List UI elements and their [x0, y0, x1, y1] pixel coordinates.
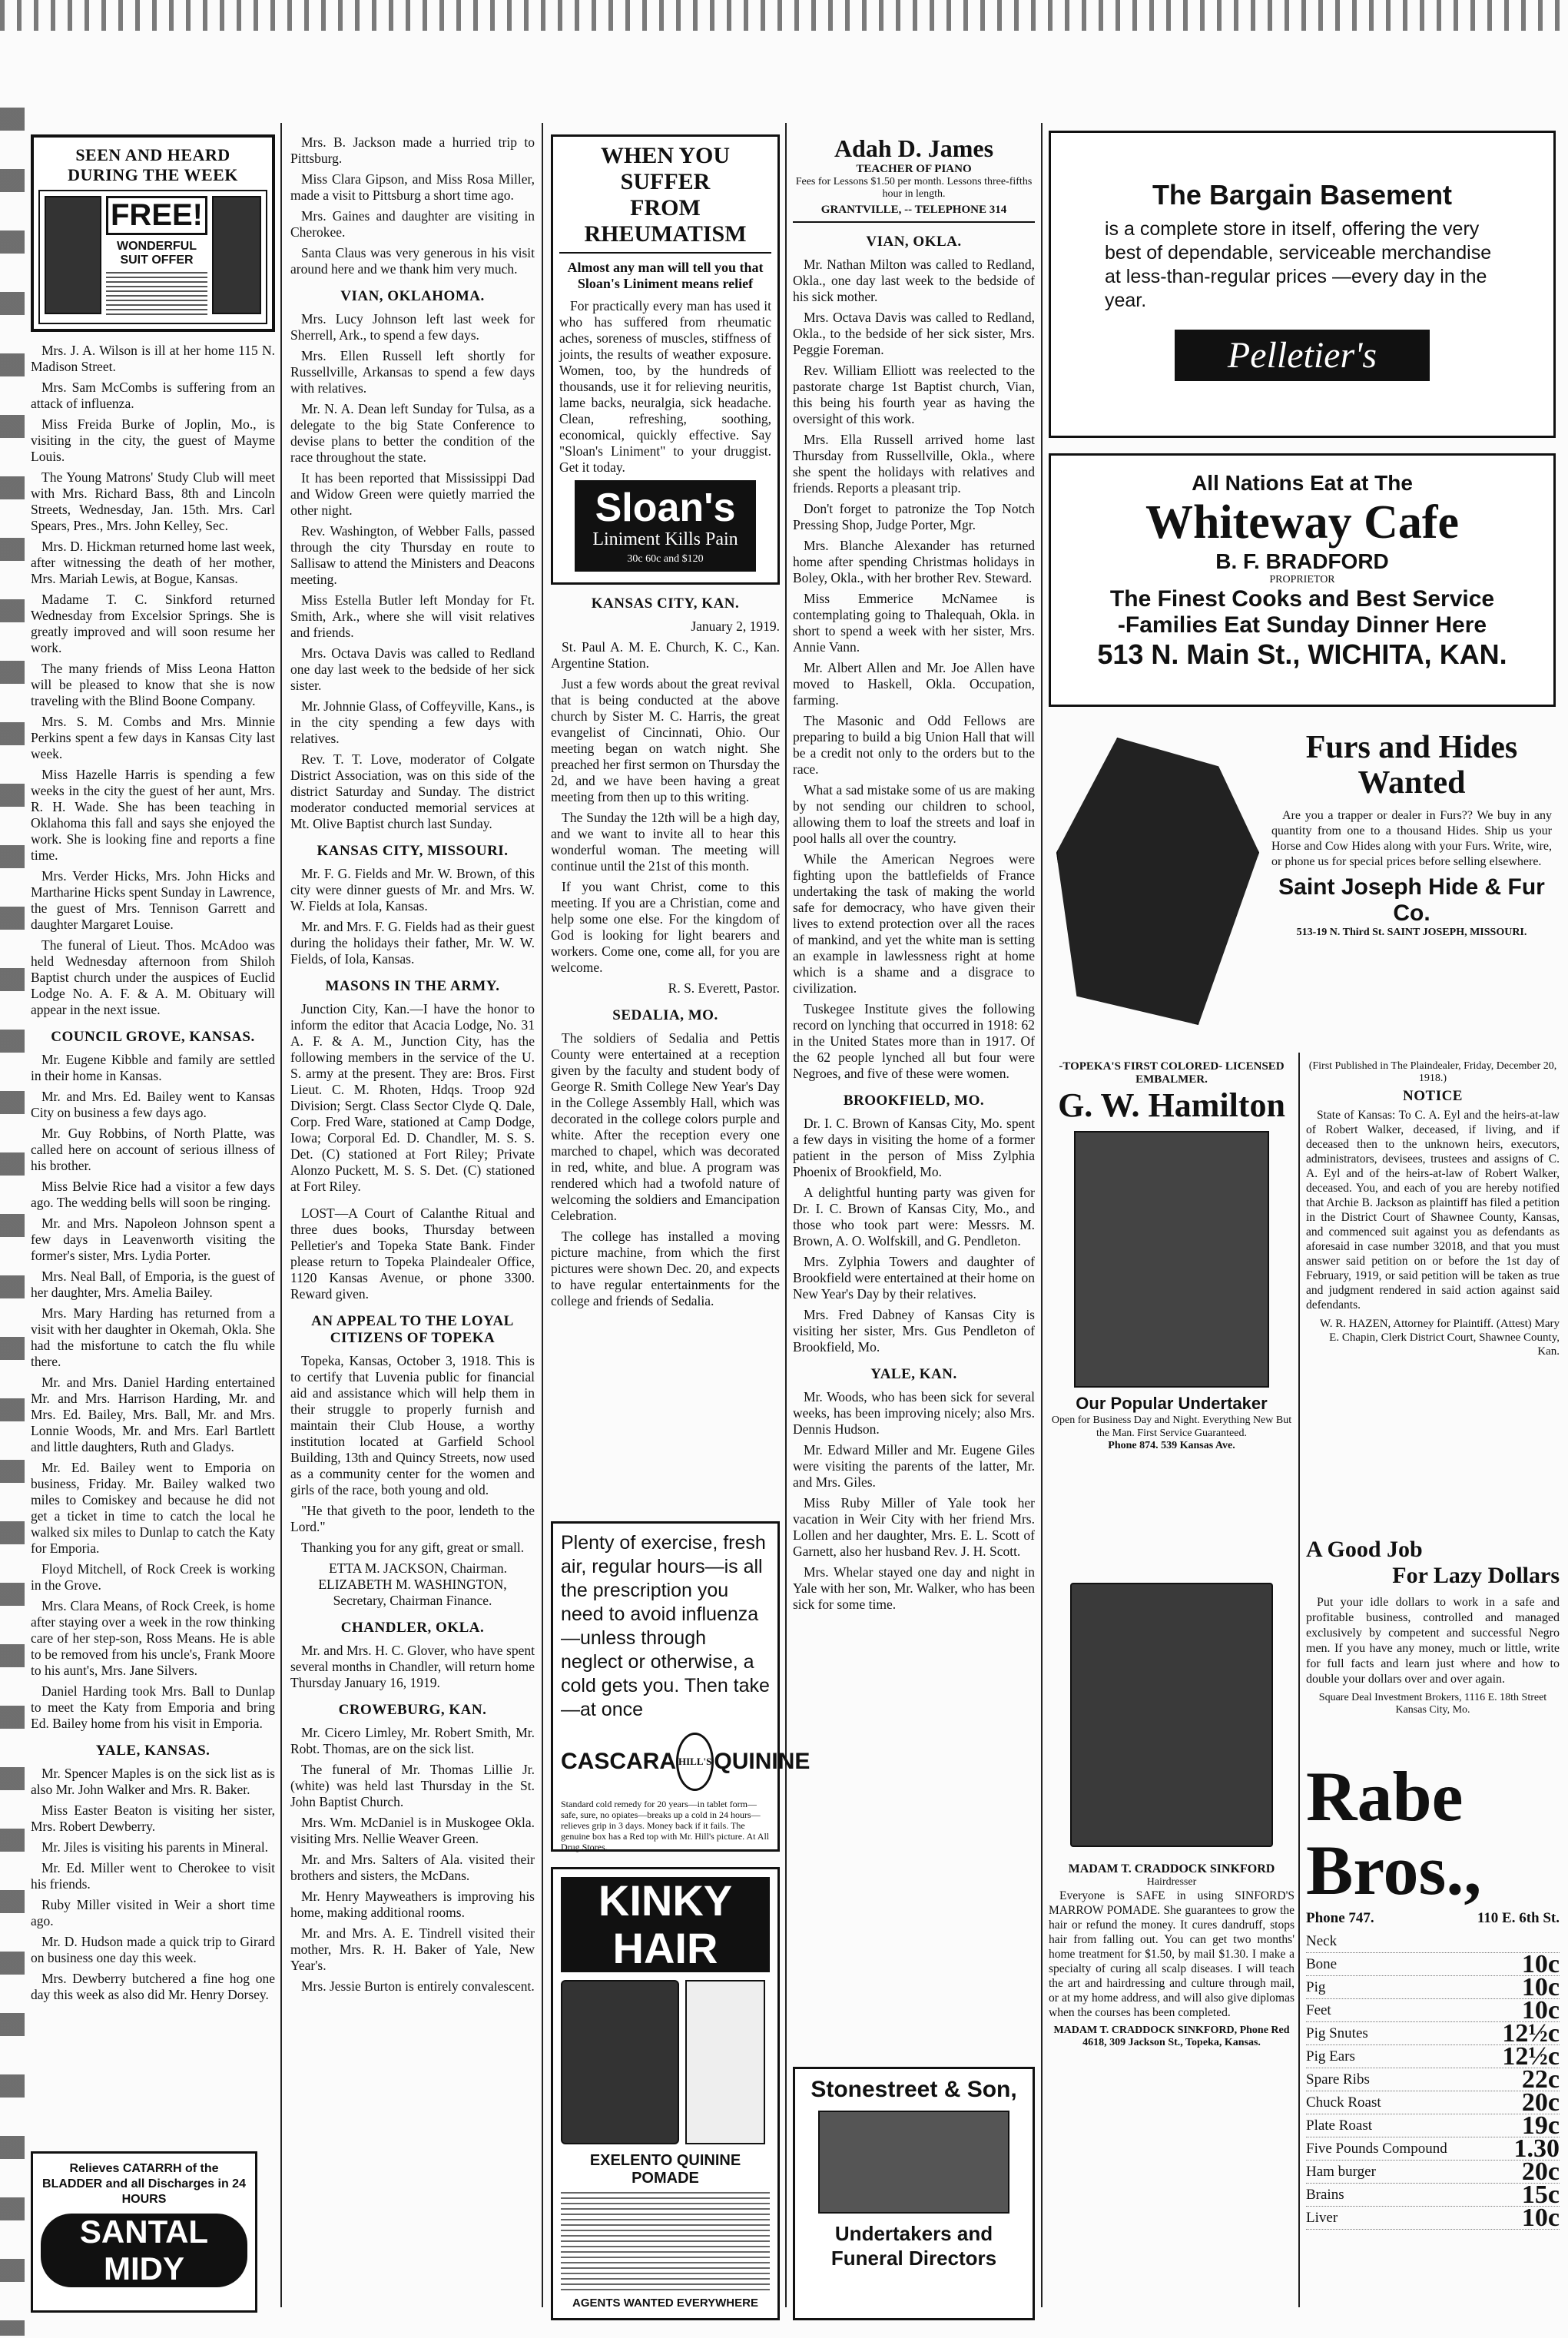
sloans-price: 30c 60c and $120	[627, 553, 704, 565]
news-item: Miss Belvie Rice had a visitor a few days ago. The wedding bells will soon be ringing.	[31, 1179, 275, 1210]
stonestreet-sub: Undertakers and Funeral Directors	[830, 2222, 997, 2270]
news-item: "He that giveth to the poor, lendeth to the Lord."	[290, 1503, 535, 1534]
james-phone: GRANTVILLE, -- TELEPHONE 314	[820, 204, 1007, 216]
news-item: It has been reported that Mississippi Dad and Widow Green were quietly married the other night.	[290, 470, 535, 518]
cafe-line2: -Families Eat Sunday Dinner Here	[1117, 612, 1487, 638]
news-item: Mr. Edward Miller and Mr. Eugene Giles were visiting the parents of the latter, Mr. and Mrs. Giles.	[793, 1442, 1035, 1490]
section-heading: KANSAS CITY, KAN.	[591, 595, 740, 612]
news-item: Mrs. J. A. Wilson is ill at her home 115 N. Madison Street.	[31, 343, 275, 374]
cafe-eat-line: All Nations Eat at The	[1192, 471, 1413, 495]
news-item: Miss Emmerice McNamee is contemplating going to Thalequah, Okla. in short to spend a week with her sister, Mrs. Annie Vann.	[793, 591, 1035, 655]
hamilton-phone: Phone 874. 539 Kansas Ave.	[1108, 1440, 1235, 1451]
rabe-bros-ad	[1306, 1759, 1560, 2328]
dateline: January 2, 1919.	[691, 618, 780, 634]
torn-left-edge	[0, 108, 25, 2336]
price-value: 10c	[1521, 1950, 1560, 1978]
news-item: The Young Matrons' Study Club will meet with Mrs. Richard Bass, 8th and Lincoln Streets, Wednesday, Jan. 15th. Mrs. Carl Spears, Pres., Mrs. John Kelley, Sec.	[31, 469, 275, 533]
news-item: Mr. and Mrs. Napoleon Johnson spent a few days in Leavenworth visiting the former's sister, Mrs. Lydia Porter.	[31, 1215, 275, 1263]
craddock-title: MADAM T. CRADDOCK SINKFORD	[1068, 1862, 1275, 1875]
pomade-tin-image	[685, 1980, 765, 2144]
news-item: Mr. Woods, who has been sick for several weeks, has been improving nicely; also Mrs. Dennis Hudson.	[793, 1389, 1035, 1437]
news-item: Miss Clara Gipson, and Miss Rosa Miller, made a visit to Pittsburg a short time ago.	[290, 171, 535, 203]
column-rule	[1041, 123, 1043, 2307]
price-item: Spare Ribs	[1306, 2071, 1370, 2088]
news-item: Mr. Spencer Maples is on the sick list as is also Mr. John Walker and Mrs. R. Baker.	[31, 1766, 275, 1797]
price-value: 20c	[1521, 2088, 1560, 2117]
news-item: Mrs. Blanche Alexander has returned home after spending Christmas holidays in Boley, Okla., with her brother Rev. Steward.	[793, 538, 1035, 585]
price-value: 12½c	[1502, 2019, 1560, 2048]
quinine-label: QUININE	[714, 1749, 811, 1774]
news-item: Miss Easter Beaton is visiting her sister, Mrs. Robert Dewberry.	[31, 1802, 275, 1834]
news-item: Ruby Miller visited in Weir a short time ago.	[31, 1897, 275, 1928]
sloans-brand: Sloan's	[595, 486, 736, 530]
news-item: Mrs. Gaines and daughter are visiting in Cherokee.	[290, 208, 535, 240]
section-heading: COUNCIL GROVE, KANSAS.	[51, 1029, 255, 1045]
rheum-title-2: FROM RHEUMATISM	[559, 195, 771, 254]
news-item: The Masonic and Odd Fellows are preparing to build a big Union Hall that will be a credit not only to the orders but to the race.	[793, 713, 1035, 777]
news-item: Just a few words about the great revival that is being conducted at the above church by Sister M. C. Harris, the great evangelist of Cincinnati, Ohio. Our meeting began on watch night. She preached her first sermon on Thursday the 2d, and we have been having a great meeting from then up to this writing.	[551, 676, 780, 804]
council-grove-items	[31, 1052, 275, 1732]
cafe-line1: The Finest Cooks and Best Service	[1109, 586, 1495, 612]
kinky-fineprint	[561, 2192, 770, 2292]
rheum-subtitle: Almost any man will tell you that Sloan's Liniment means relief	[567, 260, 764, 291]
cascara-quinine-ad	[551, 1521, 811, 1852]
column-rule	[1298, 1053, 1300, 2307]
news-item: Daniel Harding took Mrs. Ball to Dunlap to meet the Katy from Emporia and bring Ed. Bailey home from his visit in Emporia.	[31, 1683, 275, 1731]
price-item: Neck	[1306, 1933, 1338, 1949]
rheum-title-1: WHEN YOU SUFFER	[600, 143, 731, 194]
cafe-owner: B. F. BRADFORD	[1215, 549, 1389, 573]
news-item: Junction City, Kan.—I have the honor to inform the editor that Acacia Lodge, No. 31 A. F. & A. M., Junction City, has the following members in the service of the U. S. army at the present. They are: Bros. First Lieut. C. M. Rhoten, Hdqs. Troop 92d Division; Sergt. Class Sector Clyde Q. Dale, Corp. Fred Ware, stationed at Camp Dodge, Iowa; Corporal Ed. D. Chandler, M. S. S. Det. (C) stationed at Fort Riley; Private Alonzo Puckett, M. S. S. Det. (C) stationed at Fort Riley.	[290, 1001, 535, 1194]
price-value: 15c	[1521, 2180, 1560, 2209]
price-item: Pig	[1306, 1979, 1326, 1995]
rabe-title-2: Bros.,	[1306, 1831, 1482, 1909]
news-item: Mr. Eugene Kibble and family are settled in their home in Kansas.	[31, 1052, 275, 1083]
news-item: Mr. Albert Allen and Mr. Joe Allen have moved to Haskell, Okla. Occupation, farming.	[793, 660, 1035, 708]
section-heading: KANSAS CITY, MISSOURI.	[317, 843, 509, 859]
price-value: 22c	[1521, 2065, 1560, 2094]
job-title-2: For Lazy Dollars	[1392, 1563, 1560, 1588]
hearse-image	[818, 2111, 1009, 2214]
col2-top-items	[290, 134, 535, 277]
cascara-label: CASCARA	[561, 1749, 676, 1774]
news-item: Mrs. S. M. Combs and Mrs. Minnie Perkins spent a few days in Kansas City last week.	[31, 714, 275, 761]
news-item: Mrs. Wm. McDaniel is in Muskogee Okla. visiting Mrs. Nellie Weaver Green.	[290, 1815, 535, 1846]
yale-items	[31, 1766, 275, 2003]
furs-title: Furs and Hides	[1305, 730, 1518, 765]
hamilton-name: G. W. Hamilton	[1058, 1086, 1285, 1124]
hamilton-sub: Open for Business Day and Night. Everything New But the Man. First Service Guaranteed.	[1051, 1414, 1292, 1439]
news-item: Mrs. Zylphia Towers and daughter of Brookfield were entertained at their home on New Year's Day by their relatives.	[793, 1254, 1035, 1302]
man-figure-image	[45, 196, 101, 314]
news-item: Mr. Ed. Bailey went to Emporia on business, Friday. Mr. Bailey walked two miles to Comiskey and because he did not get a ticket in time to catch the local he walked six miles to Dunlap to catch the Katy for Emporia.	[31, 1460, 275, 1556]
notice-signature: W. R. HAZEN, Attorney for Plaintiff. (Attest) Mary E. Chapin, Clerk District Court, Shawnee County, Kan.	[1319, 1318, 1560, 1358]
price-value: 10c	[1521, 1973, 1560, 2001]
hamilton-ad	[1049, 1060, 1295, 1521]
news-item: The college has installed a moving picture machine, from which the first pictures were shown Dec. 20, and expects to have regular entertainments for the college and friends of Sedalia.	[551, 1229, 780, 1308]
price-row	[1306, 2204, 1560, 2232]
james-role: TEACHER OF PIANO	[856, 163, 972, 175]
free-suit-ad	[38, 190, 267, 324]
price-item: Bone	[1306, 1956, 1338, 1972]
news-item: Mr. D. Hudson made a quick trip to Girard on business one day this week.	[31, 1934, 275, 1965]
header-line-2: DURING THE WEEK	[68, 165, 238, 184]
news-item: Floyd Mitchell, of Rock Creek is working in the Grove.	[31, 1561, 275, 1593]
section-heading: CHANDLER, OKLA.	[340, 1620, 485, 1636]
price-list	[1306, 1930, 1560, 2230]
news-item: What a sad mistake some of us are making by not sending our children to school, allowing them to loaf the streets and loaf in pool halls all over the country.	[793, 782, 1035, 846]
stonestreet-ad	[793, 2067, 1035, 2320]
price-value: 19c	[1521, 2111, 1560, 2140]
price-item: Pig Ears	[1306, 2048, 1355, 2064]
kinky-agents: AGENTS WANTED EVERYWHERE	[572, 2297, 758, 2310]
price-value: 10c	[1521, 2204, 1560, 2232]
news-item: Mrs. Sam McCombs is suffering from an attack of influenza.	[31, 380, 275, 411]
news-item: Mrs. Fred Dabney of Kansas City is visiting her sister, Mrs. Gus Pendleton of Brookfield, Mo.	[793, 1307, 1035, 1355]
news-item: Mr. and Mrs. F. G. Fields had as their guest during the holidays their father, Mr. W. W. Fields, of Iola, Kansas.	[290, 919, 535, 967]
rabe-address: 110 E. 6th St.	[1477, 1910, 1560, 1926]
james-fees: Fees for Lessons $1.50 per month. Lessons three-fifths hour in length.	[795, 176, 1033, 200]
kinky-hair-ad	[551, 1867, 780, 2320]
section-heading: CROWEBURG, KAN.	[338, 1702, 487, 1718]
notice-text: State of Kansas: To C. A. Eyl and the heirs-at-law of Robert Walker, deceased, if living, and if deceased then to the unknown heirs, executors, administrators, devisees, trustees and assigns of C. A. Eyl and of the heirs-at-law of Robert Walker, deceased. You, and each of you are hereby notified that Archie B. Jackson as plaintiff has filed a petition in the District Court of Shawnee County, Kansas, and commenced suit against you as defendants as aforesaid in case number 32018, and that you must answer said petition on or before the 1st day of February, 1919, or said petition will be taken as true and judgment rendered in said action against said defendants.	[1306, 1109, 1560, 1312]
signature: ETTA M. JACKSON, Chairman. ELIZABETH M. WASHINGTON, Secretary, Chairman Finance.	[318, 1560, 507, 1608]
rabe-title: Rabe	[1306, 1757, 1464, 1836]
kck-items	[551, 639, 780, 997]
news-item: If you want Christ, come to this meeting. If you are a Christian, come and help some one else. For the kingdom of God is looking for light bearers and workers. Come one, come all, for you are welcome.	[551, 879, 780, 975]
news-item: Mr. Johnnie Glass, of Coffeyville, Kans., is in the city spending a few days with relatives.	[290, 698, 535, 746]
news-item: Mrs. Mary Harding has returned from a visit with her daughter in Okemah, Okla. She had the misfortune to catch the flu while there.	[31, 1305, 275, 1369]
news-item: Mrs. D. Hickman returned home last week, after witnessing the death of her mother, Mrs. Mariah Lewis, at Bogue, Kansas.	[31, 539, 275, 586]
section-heading: MASONS IN THE ARMY.	[325, 978, 500, 994]
stonestreet-title: Stonestreet & Son,	[811, 2077, 1017, 2102]
news-item: Don't forget to patronize the Top Notch Pressing Shop, Judge Porter, Mgr.	[793, 501, 1035, 532]
price-item: Brains	[1306, 2187, 1344, 2203]
column-1	[31, 134, 275, 2309]
legal-notice	[1306, 1060, 1560, 1521]
news-item: Mr. and Mrs. Daniel Harding entertained Mr. and Mrs. Harrison Harding, Mr. and Mrs. Ed. Bailey, Mrs. Ball, Mr. and Mrs. Lonnie Woods, Mr. and Mrs. Earl Bartlett and little daughters, Ruth and Gladys.	[31, 1375, 275, 1454]
sloans-sub: Liniment Kills Pain	[592, 529, 738, 549]
furs-title-2: Wanted	[1357, 765, 1466, 801]
notice-title: NOTICE	[1403, 1088, 1463, 1104]
news-item: Mr. Guy Robbins, of North Platte, was called here on account of serious illness of his brother.	[31, 1126, 275, 1173]
news-item: Mrs. Dewberry butchered a fine hog one day this week as also did Mr. Henry Dorsey.	[31, 1971, 275, 2002]
section-heading: BROOKFIELD, MO.	[843, 1093, 985, 1109]
job-title: A Good Job	[1306, 1537, 1423, 1562]
news-item: Dr. I. C. Brown of Kansas City, Mo. spent a few days in visiting the home of a former patient in the person of Miss Zylphia Phoenix of Brookfield, Mo.	[793, 1116, 1035, 1179]
price-value: 1.30	[1513, 2134, 1560, 2163]
header-line-1: SEEN AND HEARD	[75, 145, 230, 164]
news-item: Thanking you for any gift, great or small.	[301, 1540, 525, 1555]
fine-print	[106, 272, 207, 318]
vian-items	[290, 311, 535, 832]
seen-and-heard-header	[31, 134, 275, 332]
news-item: Mr. and Mrs. H. C. Glover, who have spent several months in Chandler, will return home Thursday January 16, 1919.	[290, 1643, 535, 1690]
signature: R. S. Everett, Pastor.	[668, 980, 780, 996]
adah-james-card	[793, 134, 1035, 223]
rheum-body: For practically every man has used it who has suffered from rheumatic aches, soreness of muscles, stiffness of joints, the results of weather exposure. Women, too, by the hundreds of thousands, use it for relieving neuritis, lame backs, neuralgia, sick headache. Clean, refreshing, soothing, economical, quickly effective. Say "Sloan's Liniment" to your druggist. Get it today.	[559, 298, 771, 475]
santal-midy-ad	[31, 2151, 257, 2313]
news-item: The funeral of Mr. Thomas Lillie Jr. (white) was held last Thursday in the St. John Baptist Church.	[290, 1762, 535, 1809]
news-item: Tuskegee Institute gives the following record on lynching that occurred in 1918: 62 in the United States more than in 1917. Of the 62 people lynched all but four were Negroes, and five of these were women.	[793, 1001, 1035, 1081]
column-rule	[280, 123, 282, 2307]
news-item: Mr. Ed. Miller went to Cherokee to visit his friends.	[31, 1860, 275, 1892]
kansas-city-mo-items	[290, 866, 535, 967]
news-item: The funeral of Lieut. Thos. McAdoo was held Wednesday afternoon from Shiloh Baptist church under the auspices of Euclid Lodge No. A. F. & A. M. Obituary will appear in the next issue.	[31, 937, 275, 1017]
santal-text: Relieves CATARRH of the BLADDER and all Discharges in 24 HOURS	[42, 2162, 246, 2206]
news-item: Miss Estella Butler left Monday for Ft. Smith, Ark., where she will visit relatives and friends.	[290, 592, 535, 640]
trapped-animal-image	[1056, 738, 1259, 1025]
news-item: Miss Freida Burke of Joplin, Mo., is visiting in the city, the guest of Mayme Louis.	[31, 416, 275, 464]
price-item: Chuck Roast	[1306, 2094, 1381, 2111]
news-item: A delightful hunting party was given for Dr. I. C. Brown of Kansas City, Mo., and those who took part were: Messrs. M. Brown, A. O. Wolfskill, and G. Pendleton.	[793, 1185, 1035, 1249]
col1-items	[31, 343, 275, 1018]
news-item: Rev. William Elliott was reelected to the pastorate charge 1st Baptist church, Vian, this being his fourth year as having the oversight of this work.	[793, 363, 1035, 426]
lost-notice: LOST—A Court of Calanthe Ritual and three dues books, Thursday between Pelletier's and Topeka State Bank. Finder please return to Topeka Plaindealer Office, 1120 Kansas Avenue, or phone 3300. Reward given.	[290, 1205, 535, 1302]
furs-address: 513-19 N. Third St. SAINT JOSEPH, MISSOURI.	[1296, 927, 1527, 938]
price-value: 10c	[1521, 1996, 1560, 2025]
section-heading: YALE, KAN.	[870, 1366, 957, 1382]
james-name: Adah D. James	[834, 134, 994, 162]
croweburg-items	[290, 1725, 535, 1995]
column-4	[793, 134, 1035, 2040]
craddock-role: Hairdresser	[1146, 1876, 1197, 1888]
news-item: Mr. Cicero Limley, Mr. Robert Smith, Mr. Robt. Thomas, are on the sick list.	[290, 1725, 535, 1756]
section-heading: YALE, KANSAS.	[95, 1743, 211, 1759]
news-item: Miss Ruby Miller of Yale took her vacation in Weir City with her friend Mrs. Lollen and her daughter, Mrs. E. L. Scott of Garnett, also her husband Rev. J. H. Scott.	[793, 1495, 1035, 1559]
column-rule	[785, 123, 787, 2307]
news-item: Mrs. Octava Davis was called to Redland, Okla., to the bedside of her sick sister, Mrs. Peggie Foreman.	[793, 310, 1035, 357]
hamilton-tagline: Our Popular Undertaker	[1076, 1394, 1268, 1413]
news-item: Mr. and Mrs. Ed. Bailey went to Kansas City on business a few days ago.	[31, 1089, 275, 1120]
news-item: Mrs. Verder Hicks, Mrs. John Hicks and Martharine Hicks spent Sunday in Lawrence, the guest of Mrs. Tennison Garrett and daughter Margaret Louise.	[31, 868, 275, 932]
hamilton-portrait-image	[1074, 1131, 1269, 1388]
news-item: Mrs. Clara Means, of Rock Creek, is home after staying over a week in the row thinking care of her step-son, Ross Means. He is able to be removed from his uncle's, Frank Moore to his aunt's, Mrs. Jane Silvers.	[31, 1598, 275, 1678]
hamilton-top: -TOPEKA'S FIRST COLORED- LICENSED EMBALMER.	[1059, 1060, 1285, 1086]
news-item: Mr. Jiles is visiting his parents in Mineral.	[41, 1839, 269, 1855]
price-item: Feet	[1306, 2002, 1331, 2018]
kinky-title: KINKY HAIR	[561, 1877, 770, 1972]
cafe-proprietor: PROPRIETOR	[1269, 574, 1335, 585]
news-item: Mr. N. A. Dean left Sunday for Tulsa, as a delegate to the big State Conference to devise plans to better the condition of the race throughout the state.	[290, 401, 535, 465]
torn-top-edge	[0, 0, 1568, 31]
news-item: The many friends of Miss Leona Hatton will be pleased to know that she is now traveling with the Blind Boone Company.	[31, 661, 275, 708]
section-heading: AN APPEAL TO THE LOYAL CITIZENS OF TOPEKA	[311, 1313, 514, 1346]
price-item: Liver	[1306, 2210, 1338, 2226]
news-item: Mr. Nathan Milton was called to Redland, Okla., one day last week to the bedside of his sick mother.	[793, 257, 1035, 304]
hills-badge: HILL'S	[676, 1733, 714, 1791]
news-item: Mr. and Mrs. A. E. Tindrell visited their mother, Mrs. R. H. Baker of Yale, New Year's.	[290, 1925, 535, 1973]
price-value: 20c	[1521, 2157, 1560, 2186]
craddock-text: Everyone is SAFE in using SINFORD'S MARROW POMADE. She guarantees to grow the hair or refund the money. It cures dandruff, stops hair from falling out. You can get two months' home treatment for $1.50, by mail $1.30. I make a specialty of curing all scalp diseases. I will teach the art and hairdressing and culture through mail, or at my home address, and will also give diplomas when the courses has been completed.	[1049, 1889, 1295, 2019]
news-item: Mrs. Ellen Russell left shortly for Russellville, Arkansas to spend a few days with relatives.	[290, 348, 535, 396]
section-heading: VIAN, OKLA.	[866, 234, 962, 250]
news-item: Miss Hazelle Harris is spending a few weeks in the city the guest of her aunt, Mrs. R. H. Wade. She has been teaching in Oklahoma this fall and says she enjoyed the work. She is looking fine and reports a fine time.	[31, 767, 275, 863]
appeal-items	[290, 1353, 535, 1609]
job-text: Put your idle dollars to work in a safe and profitable business, controlled and managed exclusively by competent and successful Negro men. If you have any money, much or little, write for full facts and learn just where and how to double your dollars over and over again.	[1306, 1596, 1560, 1686]
sloans-label	[575, 480, 756, 572]
craddock-portrait-image	[1070, 1583, 1273, 1847]
price-item: Plate Roast	[1306, 2117, 1373, 2134]
news-item: Mr. Henry Mayweathers is improving his home, making additional rooms.	[290, 1889, 535, 1920]
news-item: Mrs. Lucy Johnson left last week for Sherrell, Ark., to spend a few days.	[290, 311, 535, 343]
news-item: Mr. F. G. Fields and Mr. W. Brown, of this city were dinner guests of Mr. and Mrs. W. W. Fields at Iola, Kansas.	[290, 866, 535, 914]
news-item: Mrs. Octava Davis was called to Redland one day last week to the bedside of her sick sister.	[290, 645, 535, 693]
news-item: Mrs. Ella Russell arrived home last Thursday from Russellville, Okla., where she spent the holidays with relatives and friends. Reports a pleasant trip.	[793, 432, 1035, 496]
cafe-name: Whiteway Cafe	[1145, 496, 1460, 549]
section-heading: VIAN, OKLAHOMA.	[340, 288, 485, 304]
news-item: The soldiers of Sedalia and Pettis County were entertained at a reception given by the faculty and student body of George R. Smith College New Year's Day in the College Assembly Hall, which was decorated in the college colors purple and white. After the reception every one marched to chapel, which was decorated in red, white, and blue. A program was rendered which had a twofold nature of welcoming the soldiers and Emancipation Celebration.	[551, 1030, 780, 1223]
news-item: Santa Claus was very generous in his visit around here and we thank him very much.	[290, 245, 535, 277]
job-signature: Square Deal Investment Brokers, 1116 E. 18th Street Kansas City, Mo.	[1318, 1692, 1547, 1716]
news-item: Mrs. B. Jackson made a hurried trip to Pittsburg.	[290, 134, 535, 166]
suit-offer-label: WONDERFUL SUIT OFFER	[117, 240, 197, 267]
bargain-basement-ad	[1049, 131, 1556, 438]
rheumatism-ad	[551, 134, 780, 585]
free-label: FREE!	[106, 196, 207, 235]
news-item: Mrs. Neal Ball, of Emporia, is the guest of her daughter, Mrs. Amelia Bailey.	[31, 1268, 275, 1300]
price-value: 12½c	[1502, 2042, 1560, 2071]
news-item: Rev. T. T. Love, moderator of Colgate District Association, was on this side of the district Saturday and Sunday. The district moderator conducted memorial services at Mt. Olive Baptist church last Sunday.	[290, 751, 535, 831]
cafe-address: 513 N. Main St., WICHITA, KAN.	[1097, 638, 1507, 670]
whiteway-cafe-ad	[1049, 453, 1556, 707]
brookfield-items	[793, 1116, 1035, 1355]
section-heading: SEDALIA, MO.	[612, 1007, 718, 1023]
furs-text: Are you a trapper or dealer in Furs?? We buy in any quantity from one to a thousand Hides. Ship us your Horse and Cow Hides along with your Furs. Write, wire, or phone us for special prices before selling elsewhere.	[1271, 809, 1552, 868]
lazy-dollars-ad	[1306, 1537, 1560, 1752]
price-item: Five Pounds Compound	[1306, 2141, 1447, 2157]
furs-hides-ad	[1049, 722, 1556, 1037]
news-item: Mrs. Whelar stayed one day and night in Yale with her son, Mr. Walker, who has been sick for some time.	[793, 1564, 1035, 1612]
column-2	[290, 134, 535, 2324]
bargain-title: The Bargain Basement	[1152, 179, 1453, 211]
bargain-text: is a complete store in itself, offering the very best of dependable, serviceable merchandise at less-than-regular prices —every day in the year.	[1105, 218, 1492, 311]
man-figure-image-2	[212, 196, 261, 314]
news-item: Mr. and Mrs. Salters of Ala. visited their brothers and sisters, the McDans.	[290, 1852, 535, 1883]
news-item: Topeka, Kansas, October 3, 1918. This is to certify that Luvenia public for financial aid and assistance which will help them in their struggle to properly furnish and maintain their Club House, a worthy institution located at Garfield School Building, 13th and Quincy Streets, now used as a community center for the women and girls of the race, both young and old.	[290, 1353, 535, 1497]
news-item: Mrs. Jessie Burton is entirely convalescent.	[301, 1978, 535, 1994]
column-rule	[542, 123, 543, 2307]
furs-company: Saint Joseph Hide & Fur Co.	[1278, 874, 1545, 926]
news-item: St. Paul A. M. E. Church, K. C., Kan. Argentine Station.	[551, 639, 780, 671]
price-item: Pig Snutes	[1306, 2025, 1368, 2041]
pelletiers-logo: Pelletier's	[1175, 330, 1430, 381]
woman-portrait-image	[561, 1980, 679, 2144]
cascara-fineprint: Standard cold remedy for 20 years—in tablet form—safe, sure, no opiates—breaks up a cold in 24 hours—relieves grip in 3 days. Money back if it fails. The genuine box has a Red top with Mr. Hill's picture. At All Drug Stores.	[561, 1799, 770, 1852]
rabe-phone: Phone 747.	[1306, 1910, 1374, 1926]
news-item: The Sunday the 12th will be a high day, and we want to invite all to hear this wonderful woman. The meeting will continue until the 21st of this month.	[551, 810, 780, 874]
news-item: Madame T. C. Sinkford returned Wednesday from Excelsior Springs. She is greatly improved and will soon resume her work.	[31, 592, 275, 655]
yale-kan-items	[793, 1389, 1035, 1613]
exercise-text: Plenty of exercise, fresh air, regular hours—is all the prescription you need to avoid influenza—unless through neglect or otherwise, a cold gets you. Then take—at once	[561, 1532, 770, 1720]
notice-header: (First Published in The Plaindealer, Friday, December 20, 1918.)	[1308, 1060, 1557, 1084]
craddock-signature: MADAM T. CRADDOCK SINKFORD, Phone Red 4618, 309 Jackson St., Topeka, Kansas.	[1053, 2025, 1290, 2048]
craddock-ad	[1049, 1567, 1295, 2320]
sedalia-items	[551, 1030, 780, 1309]
price-item: Ham burger	[1306, 2164, 1376, 2180]
kinky-product: EXELENTO QUININE POMADE	[589, 2152, 741, 2187]
santal-brand: SANTAL MIDY	[41, 2214, 247, 2287]
news-item: While the American Negroes were fighting upon the battlefields of France undertaking the task of making the world safe for democracy, who have given their lives to extend protection over all the races of mankind, and yet the white man is setting an example in lawlessness right at home which is a shame and a disgrace to civilization.	[793, 851, 1035, 996]
news-item: Rev. Washington, of Webber Falls, passed through the city Thursday en route to Sallisaw to attend the Ministers and Deacons meeting.	[290, 523, 535, 587]
vian-okla-items	[793, 257, 1035, 1082]
